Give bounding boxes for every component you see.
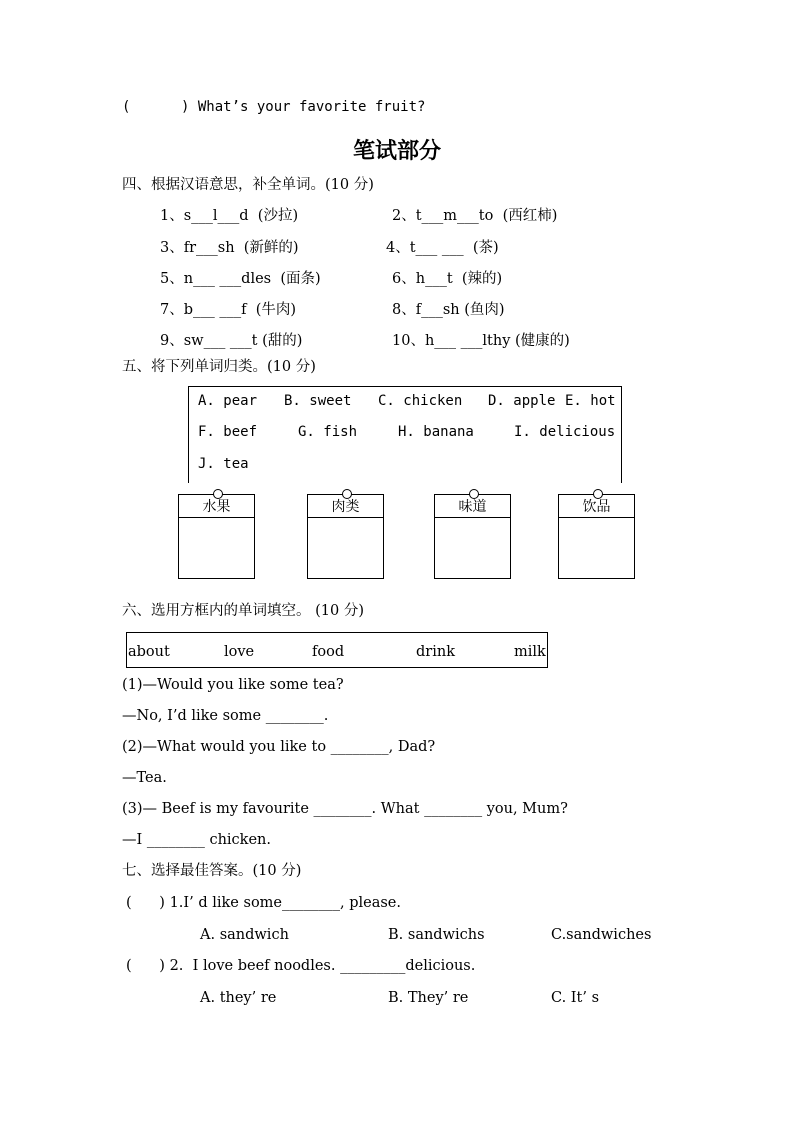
category-label: 水果: [179, 495, 254, 518]
pin-icon: [342, 489, 352, 499]
option-b: B. They’ re: [388, 990, 469, 1006]
category-label: 味道: [435, 495, 510, 518]
section4-item: 7、b___ ___f (牛肉): [160, 302, 297, 318]
word-option: A. pear: [198, 393, 258, 409]
pin-icon: [593, 489, 603, 499]
category-box-fruit: [178, 494, 255, 579]
word-option: C. chicken: [378, 393, 463, 409]
section4-item: 8、f___sh (鱼肉): [392, 302, 505, 318]
fill-word: milk: [514, 644, 546, 660]
fill-word: about: [128, 644, 170, 660]
word-option: F. beef: [198, 424, 258, 440]
option-b: B. sandwichs: [388, 927, 485, 943]
category-label: 肉类: [308, 495, 383, 518]
fill-word: food: [312, 644, 345, 660]
word-option: H. banana: [398, 424, 474, 440]
question-1: ( ) 1.I’ d like some________, please.: [126, 895, 401, 911]
fill-word: love: [224, 644, 255, 660]
section5-heading: 五、将下列单词归类。(10 分): [122, 359, 316, 375]
word-option: J. tea: [198, 456, 249, 472]
section6-line: —Tea.: [122, 770, 167, 786]
section4-item: 6、h___t (辣的): [392, 271, 503, 287]
section6-line: —No, I’d like some ________.: [122, 708, 329, 724]
section4-item: 1、s___l___d (沙拉): [160, 208, 299, 224]
favorite-fruit-question: ( ) What’s your favorite fruit?: [122, 99, 426, 115]
section7-heading: 七、选择最佳答案。(10 分): [122, 863, 302, 879]
page-title: 笔试部分: [352, 138, 441, 164]
section4-item: 5、n___ ___dles (面条): [160, 271, 321, 287]
section4-item: 2、t___m___to (西红柿): [392, 208, 558, 224]
word-option: D. apple: [488, 393, 556, 409]
section6-heading: 六、选用方框内的单词填空。 (10 分): [122, 603, 364, 619]
category-box-drink: [558, 494, 635, 579]
pin-icon: [213, 489, 223, 499]
section4-item: 3、fr___sh (新鲜的): [160, 240, 299, 256]
section6-line: (3)— Beef is my favourite ________. What ________ you, Mum?: [122, 801, 568, 817]
question-2: ( ) 2. I love beef noodles. _________delicious.: [126, 958, 476, 974]
option-a: A. they’ re: [200, 990, 277, 1006]
section4-item: 9、sw___ ___t (甜的): [160, 333, 303, 349]
category-label: 饮品: [559, 495, 634, 518]
word-option: E. hot: [565, 393, 616, 409]
section6-line: —I ________ chicken.: [122, 832, 271, 848]
section6-line: (2)—What would you like to ________, Dad?: [122, 739, 436, 755]
pin-icon: [469, 489, 479, 499]
section4-item: 10、h___ ___lthy (健康的): [392, 333, 570, 349]
option-c: C.sandwiches: [551, 927, 652, 943]
section4-item: 4、t___ ___ (茶): [386, 240, 499, 256]
word-option: G. fish: [298, 424, 358, 440]
fill-word: drink: [416, 644, 455, 660]
category-box-taste: [434, 494, 511, 579]
word-option: B. sweet: [284, 393, 352, 409]
option-c: C. It’ s: [551, 990, 600, 1006]
category-box-meat: [307, 494, 384, 579]
section6-line: (1)—Would you like some tea?: [122, 677, 344, 693]
section4-heading: 四、根据汉语意思，补全单词。(10 分): [122, 177, 374, 193]
word-option: I. delicious: [514, 424, 616, 440]
option-a: A. sandwich: [200, 927, 289, 943]
